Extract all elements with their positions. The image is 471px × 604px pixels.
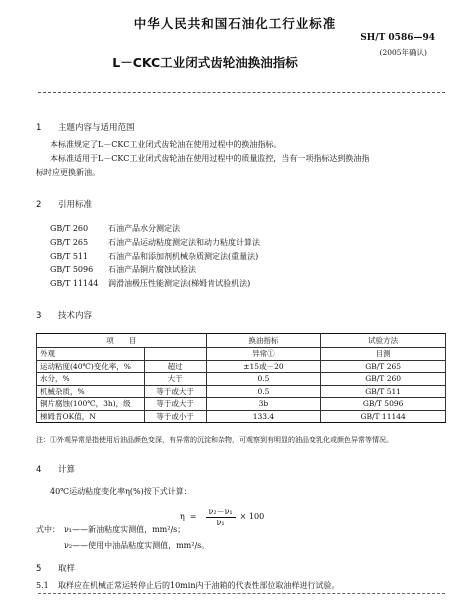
formula-variable-v1: ν₁——新油粘度实测值，mm²/s； <box>64 525 186 534</box>
section-1-paragraph-1 <box>36 138 446 152</box>
reference-item <box>50 263 260 277</box>
document-title: L－CKC工业闭式齿轮油换油指标 <box>112 55 298 70</box>
reference-name: 石油产品运动粘度测定法和动力粘度计算法 <box>108 237 260 247</box>
row-method: GB/T 260 <box>321 373 446 386</box>
section-number: 2 <box>36 200 42 210</box>
reference-code: GB/T 265 <box>50 237 89 247</box>
formula-fraction <box>206 506 236 527</box>
row-limit: 异常① <box>206 348 321 361</box>
row-condition <box>144 348 206 361</box>
footer-divider <box>38 593 445 594</box>
reference-item <box>50 236 260 250</box>
confirmation-note: (2005年确认) <box>379 48 427 57</box>
formula-denominator: ν₁ <box>216 518 225 527</box>
issuing-organization: 中华人民共和国石油化工行业标准 <box>133 16 337 31</box>
reference-code: GB/T 260 <box>50 224 89 233</box>
reference-code: GB/T 511 <box>50 251 89 261</box>
paragraph-text: 本标准规定了L－CKC工业闭式齿轮油在使用过程中的换油指标。 <box>50 140 282 149</box>
section-5-heading <box>36 562 75 574</box>
table-row <box>37 410 446 423</box>
row-item: 外观 <box>37 348 145 361</box>
row-item: 机械杂质，% <box>37 385 145 398</box>
reference-name: 石油产品铜片腐蚀试验法 <box>108 265 196 275</box>
paragraph-text-line-1: 本标准适用于L－CKC工业闭式齿轮油在使用过程中的质量监控，当有一项指标达到换油指 <box>50 154 370 163</box>
row-condition: 大于 <box>144 373 206 386</box>
table-row <box>37 398 446 411</box>
row-limit: 0.5 <box>206 373 321 386</box>
column-header-item: 项 目 <box>37 334 207 348</box>
row-method: GB/T 11144 <box>321 410 446 423</box>
reference-name: 石油产品和添加剂机械杂质测定法(重量法) <box>108 251 259 261</box>
row-limit: 3b <box>206 398 321 411</box>
section-title: 引用标准 <box>58 200 93 210</box>
header-divider <box>38 92 445 93</box>
row-condition: 超过 <box>144 360 206 373</box>
section-number: 5 <box>36 564 42 574</box>
viscosity-change-formula <box>180 506 264 527</box>
section-number: 4 <box>36 465 42 475</box>
reference-name: 石油产品水分测定法 <box>108 224 180 233</box>
row-item: 铜片腐蚀(100℃，3h)，级 <box>37 398 145 411</box>
row-method: GB/T 5096 <box>321 398 446 411</box>
reference-item <box>50 277 260 291</box>
referenced-standards-list <box>50 222 260 291</box>
row-item: 运动粘度(40℃)变化率，% <box>37 360 145 373</box>
reference-name: 润滑油极压性能测定法(梯姆肯试验机法) <box>108 279 251 289</box>
clause-5-1 <box>36 580 339 591</box>
row-item: 水分，% <box>37 373 145 386</box>
paragraph-text-line-2: 标时应更换新油。 <box>36 168 100 177</box>
section-title: 技术内容 <box>58 311 93 321</box>
formula-equals: = <box>189 512 197 521</box>
section-title: 计算 <box>58 465 76 475</box>
standard-code: SH/T 0586—94 <box>360 33 435 43</box>
formula-where-label: 式中： <box>36 525 60 534</box>
section-1-paragraph-2 <box>36 152 446 180</box>
section-number: 3 <box>36 311 42 321</box>
formula-multiplier: × 100 <box>239 512 265 521</box>
row-limit: 0.5 <box>206 385 321 398</box>
section-2-heading <box>36 198 92 210</box>
row-method: GB/T 265 <box>321 360 446 373</box>
row-limit: ±15或－20 <box>206 360 321 373</box>
clause-text: 取样应在机械正常运转停止后的10min内于油箱的代表性部位取油样进行试验。 <box>58 581 340 590</box>
row-method: 目测 <box>321 348 446 361</box>
reference-item <box>50 222 260 236</box>
row-condition: 等于或大于 <box>144 385 206 398</box>
table-row <box>37 373 446 386</box>
table-row <box>37 360 446 373</box>
section-number: 1 <box>36 123 42 133</box>
clause-number: 5.1 <box>36 581 49 590</box>
row-condition: 等于或小于 <box>144 410 206 423</box>
reference-code: GB/T 11144 <box>50 279 99 289</box>
column-header-limit: 换油指标 <box>206 334 321 348</box>
section-title: 主题内容与适用范围 <box>58 123 135 133</box>
oil-change-criteria-table <box>36 333 446 423</box>
table-row <box>37 385 446 398</box>
formula-variable-v2: ν₂——使用中油品粘度实测值，mm²/s。 <box>64 541 210 550</box>
formula-intro: 40℃运动粘度变化率η(%)按下式计算： <box>50 487 192 496</box>
table-footnote: 注：①外观异常是指使用后油品颜色变深，有异常的沉淀和杂物，可观察到有明显的油品变乳化或颜色异常等情况。 <box>36 436 393 444</box>
formula-lhs: η <box>180 512 185 521</box>
formula-numerator: ν₂－ν₁ <box>206 506 236 518</box>
reference-item <box>50 250 260 264</box>
row-condition: 等于或大于 <box>144 398 206 411</box>
section-title: 取样 <box>58 564 76 574</box>
section-4-heading <box>36 463 75 475</box>
row-limit: 133.4 <box>206 410 321 423</box>
table-row <box>37 348 446 361</box>
section-1-heading <box>36 121 135 133</box>
section-3-heading <box>36 309 92 321</box>
row-item: 梯姆肯OK值，N <box>37 410 145 423</box>
row-method: GB/T 511 <box>321 385 446 398</box>
column-header-method: 试验方法 <box>321 334 446 348</box>
reference-code: GB/T 5096 <box>50 265 94 275</box>
